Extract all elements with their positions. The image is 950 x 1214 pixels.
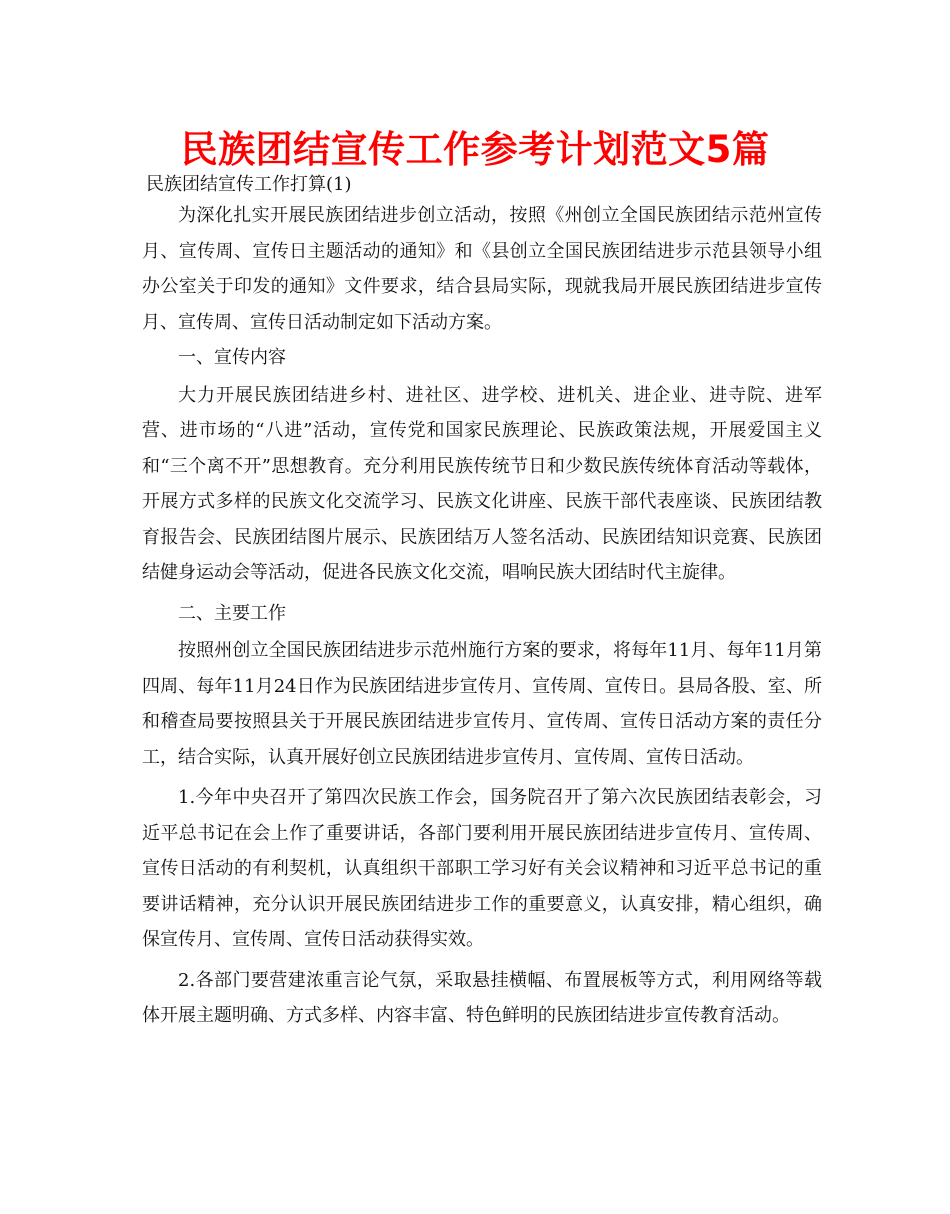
document-title: 民族团结宣传工作参考计划范文5篇 — [180, 128, 770, 171]
paragraph-intro: 为深化扎实开展民族团结进步创立活动，按照《州创立全国民族团结示范州宣传月、宣传周、宣传日主题活动的通知》和《县创立全国民族团结进步示范县领导小组办公室关于印发的通知》文件要求，结合县局实际，现就我局开展民族团结进步宣传月、宣传周、宣传日活动制定如下活动方案。 — [142, 205, 822, 333]
paragraph-item-2: 2.各部门要营建浓重言论气氛，采取悬挂横幅、布置展板等方式，利用网络等载体开展主题明确、方式多样、内容丰富、特色鲜明的民族团结进步宣传教育活动。 — [142, 969, 822, 1026]
paragraph-item-1: 1.今年中央召开了第四次民族工作会，国务院召开了第六次民族团结表彰会，习近平总书记在会上作了重要讲话，各部门要利用开展民族团结进步宣传月、宣传周、宣传日活动的有利契机，认真组织干部职工学习好有关会议精神和习近平总书记的重要讲话精神，充分认识开展民族团结进步工作的重要意义，认真安排，精心组织，确保宣传月、宣传周、宣传日活动获得实效。 — [142, 787, 822, 950]
document-body — [142, 172, 822, 1034]
section-heading-work: 二、主要工作 — [178, 602, 286, 624]
document-subtitle: 民族团结宣传工作打算(1) — [146, 174, 352, 195]
paragraph-content: 大力开展民族团结进乡村、进社区、进学校、进机关、进企业、进寺院、进军营、进市场的“八进”活动，宣传党和国家民族理论、民族政策法规，开展爱国主义和“三个离不开”思想教育。充分利用民族传统节日和少数民族传统体育活动等载体，开展方式多样的民族文化交流学习、民族文化讲座、民族干部代表座谈、民族团结教育报告会、民族团结图片展示、民族团结万人签名活动、民族团结知识竞赛、民族团结健身运动会等活动，促进各民族文化交流，唱响民族大团结时代主旋律。 — [142, 384, 822, 583]
paragraph-work: 按照州创立全国民族团结进步示范州施行方案的要求，将每年11月、每年11月第四周、每年11月24日作为民族团结进步宣传月、宣传周、宣传日。县局各股、室、所和稽查局要按照县关于开展民族团结进步宣传月、宣传周、宣传日活动方案的责任分工，结合实际，认真开展好创立民族团结进步宣传月、宣传周、宣传日活动。 — [142, 640, 822, 768]
section-heading-content: 一、宣传内容 — [178, 347, 286, 368]
